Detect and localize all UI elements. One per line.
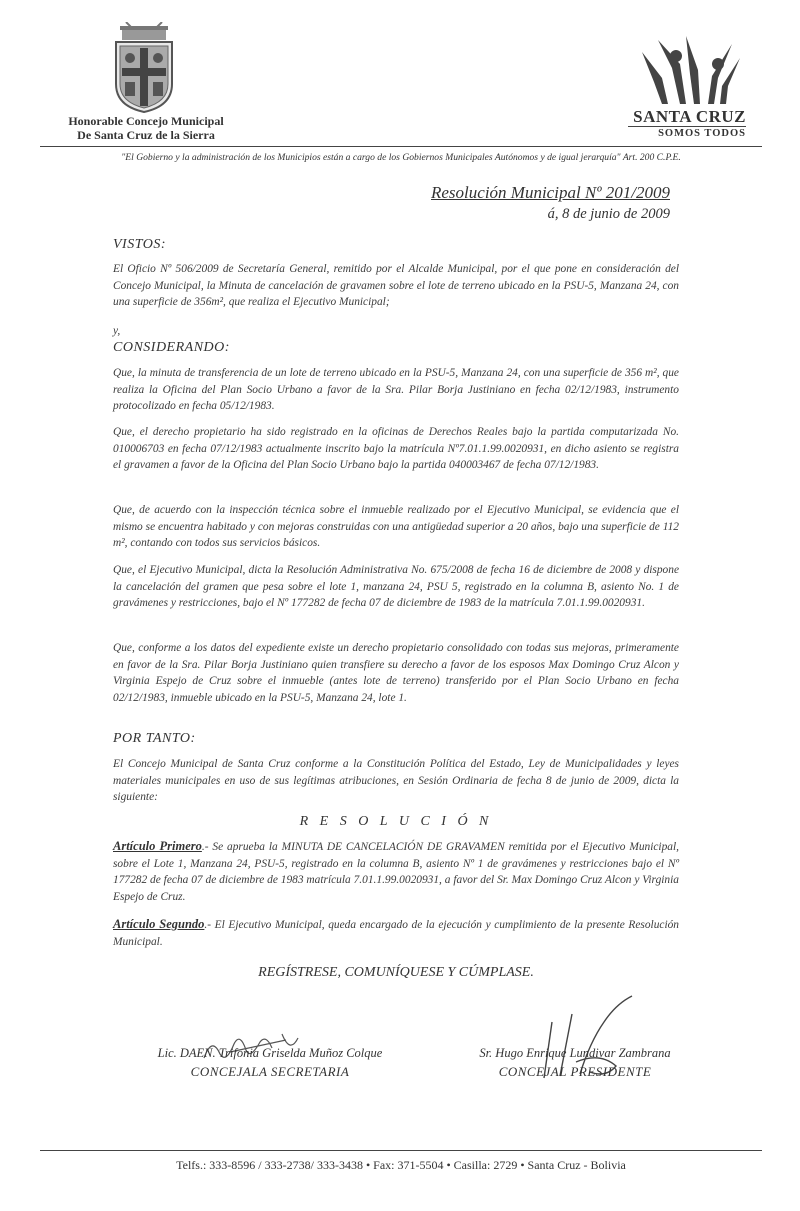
vistos-paragraph: El Oficio Nº 506/2009 de Secretaría General, remitido por el Alcalde Municipal, por el que pone en consideración del Concejo Municipal, la Minuta de cancelación de gravamen sobre el lote de terreno ubicado en la PSU-5, Manzana 24, con una superficie de 356m², que realiza el Ejecutivo Municipal;: [113, 263, 679, 309]
articulo-segundo-label: Artículo Segundo: [113, 917, 205, 931]
people-raised-arms-icon: [628, 34, 746, 104]
resolution-date: á, 8 de junio de 2009: [547, 206, 670, 222]
resolucion-heading: R E S O L U C I Ó N: [299, 814, 493, 829]
considerando-paragraph: Que, conforme a los datos del expediente existe un derecho propietario consolidado con todas sus mejoras, primeramente en favor de la Sra. Pilar Borja Justiniano quien transfiere su derecho a favor de los esposos Max Domingo Cruz Alcon y Virginia Espejo de Cruz sobre el inmueble (antes lote de terreno) transferido por el Plan Socio Urbano en fecha 02/12/1983, inmueble ubicado en la PSU-5, Manzana 24, lote 1.: [113, 642, 679, 704]
footer-contact: Telfs.: 333-8596 / 333-2738/ 333-3438 • Fax: 371-5504 • Casilla: 2729 • Santa Cruz - Bolivia: [176, 1158, 626, 1172]
articulo-primero: [113, 838, 679, 905]
footer-divider: [40, 1150, 762, 1151]
considerando-paragraph: Que, el Ejecutivo Municipal, dicta la Resolución Administrativa No. 675/2008 de fecha 16 de diciembre de 2008 y dispone la cancelación del gramen que pesa sobre el lote 1, manzana 24, PSU 5, registrado en la columna B, asiento No. 1 de gravámenes y restricciones, bajo el Nº 177282 de fecha 07 de diciembre de 1983 de la matrícula 7.01.1.99.0020931.: [113, 564, 679, 610]
signature-name-president: Sr. Hugo Enrique Lundivar Zambrana: [479, 1046, 671, 1060]
considerando-paragraph: Que, de acuerdo con la inspección técnica sobre el inmueble realizado por el Ejecutivo Municipal, se evidencia que el mismo se encuentra habitado y con mejoras construidas con una antigüedad superior a 20 años, bajo una superficie de 112 m², contando con todos sus servicios básicos.: [113, 504, 679, 550]
por-tanto-heading: POR TANTO:: [113, 731, 196, 746]
council-name-line2: De Santa Cruz de la Sierra: [77, 128, 215, 142]
header-divider: [40, 146, 762, 147]
considerando-heading: CONSIDERANDO:: [113, 340, 230, 355]
vistos-heading: VISTOS:: [113, 237, 167, 252]
por-tanto-paragraph: El Concejo Municipal de Santa Cruz conforme a la Constitución Política del Estado, Ley de Municipalidades y leyes materiales municipales en uso de sus legítimas atribuciones, en Sesión Ordinaria de fecha 8 de junio de 2009, dicta la siguiente:: [113, 758, 679, 804]
considerando-paragraph: Que, el derecho propietario ha sido registrado en la oficinas de Derechos Reales bajo la partida computarizada No. 010006703 en fecha 07/12/1983 actualmente inscrito bajo la matrícula Nº7.01.1.99.0020931, en dicho asiento se registra el gravamen a favor de la Oficina del Plan Socio Urbano bajo la partida 040003467 de fecha 07/12/1983.: [113, 426, 679, 472]
articulo-segundo: [113, 916, 679, 950]
closing-statement: REGÍSTRESE, COMUNÍQUESE Y CÚMPLASE.: [258, 965, 534, 980]
articulo-primero-label: Artículo Primero: [113, 839, 202, 853]
articulo-primero-text: .- Se aprueba la MINUTA DE CANCELACIÓN DE GRAVAMEN remitida por el Ejecutivo Municipal, sobre el Lote 1, Manzana 24, PSU-5, registrado en la columna B, asiento Nº 1 de gravámenes y restricciones bajo el Nº 177282 de fecha 07 de diciembre de 1983 matrícula 7.01.1.99.0020931, a favor del Sr. Max Domingo Cruz Alcon y Virginia Espejo de Cruz.: [113, 841, 680, 903]
signature-role-secretary: CONCEJALA SECRETARIA: [190, 1064, 350, 1079]
council-name: [40, 114, 252, 142]
considerando-paragraph: Que, la minuta de transferencia de un lote de terreno ubicado en la PSU-5, Manzana 24, con una superficie de 356 m², que realiza la Oficina del Plan Socio Urbano a favor de la Sra. Pilar Borja Justiniano en fecha 02/12/1983, instrumento protocolizado en fecha 05/12/1983.: [113, 367, 679, 413]
coat-of-arms-logo: [112, 22, 176, 114]
resolution-title: Resolución Municipal Nº 201/2009: [431, 183, 670, 202]
signature-role-president: CONCEJAL PRESIDENTE: [498, 1064, 652, 1079]
vistos-conjunction: y,: [113, 325, 121, 337]
logo-subtext: SOMOS TODOS: [628, 126, 746, 139]
santa-cruz-logo: [628, 34, 746, 138]
articulo-segundo-text: .- El Ejecutivo Municipal, queda encargado de la ejecución y cumplimiento de la presente Resolución Municipal.: [113, 919, 679, 948]
constitutional-motto: "El Gobierno y la administración de los Municipios están a cargo de los Gobiernos Municipales Autónomos y de igual jerarquía" Art. 200 C.P.E.: [121, 152, 681, 163]
logo-text: SANTA CRUZ: [633, 107, 746, 126]
signature-name-secretary: Lic. DAEN. Trifonia Griselda Muñoz Colque: [157, 1046, 383, 1060]
council-name-line1: Honorable Concejo Municipal: [68, 114, 224, 128]
